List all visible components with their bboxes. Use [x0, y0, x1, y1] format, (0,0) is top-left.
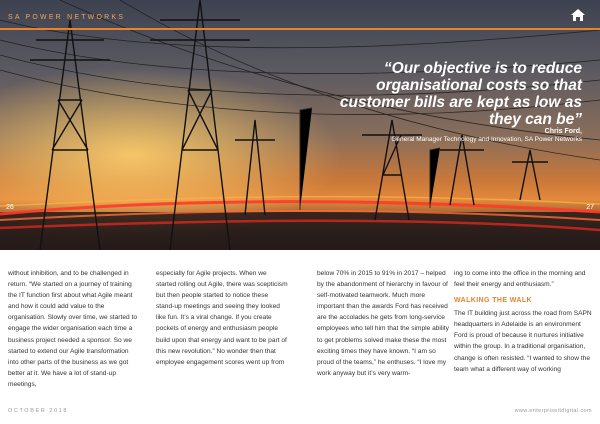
page-number-right: 27	[586, 204, 594, 211]
issue-date: OCTOBER 2018	[8, 408, 69, 414]
pull-quote: “Our objective is to reduce organisational costs so that customer bills are kept as low as they can be”	[339, 60, 582, 128]
magazine-name: SA POWER NETWORKS	[8, 14, 126, 21]
article-column-3	[317, 268, 449, 379]
attribution-title: General Manager Technology and Innovation, SA Power Networks	[391, 136, 582, 143]
paragraph: without inhibition, and to be challenged in return. “We started on a journey of training the IT function first about what Agile meant and how it could add value to the organisation. Slowly over time, we started to engage the wider organisation each time a business project needed a sponsor. So we started to extend our Agile transformation into other parts of the business as we got better at it. We have a lot of stand-up meetings,	[8, 270, 138, 388]
paragraph: ing to come into the office in the morning and feel their energy and enthusiasm.”	[454, 270, 586, 289]
article-column-2	[156, 268, 288, 368]
paragraph: The IT building just across the road from SAPN headquarters in Adelaide is an environment Ford is proud of because it nurtures initiative within the group. In a traditional organisation, change is often resisted. “I wanted to show the team what a different way of working	[454, 310, 592, 373]
attribution-name: Chris Ford,	[544, 128, 582, 135]
article-column-1	[8, 268, 140, 390]
paragraph: below 70% in 2015 to 91% in 2017 – helped by the abandonment of hierarchy in favour of self-motivated teamwork. Much more important than the awards Ford has received are the accolades he gets from long-service employees who tell him that the simple ability to get problems solved make these the most exciting times they have known. “I am so proud of the teams,” he enthuses. “I love my work anyway but it’s very warm-	[317, 270, 449, 377]
website-link[interactable]: www.enterpriseitdigital.com	[514, 408, 592, 414]
paragraph: especially for Agile projects. When we started rolling out Agile, there was scepticism but then people started to notice these stand-up meetings and seeing they looked like fun. It’s a viral change. If you create pockets of energy and enthusiasm people build upon that energy and want to be part of this new revolution.” No wonder then that employee engagement scores went up from	[156, 270, 288, 366]
article-column-4	[454, 268, 592, 375]
header-rule	[0, 28, 600, 30]
page-number-left: 26	[6, 204, 14, 211]
home-icon[interactable]	[570, 8, 586, 22]
section-heading: WALKING THE WALK	[454, 297, 532, 305]
quote-attribution	[382, 128, 582, 144]
